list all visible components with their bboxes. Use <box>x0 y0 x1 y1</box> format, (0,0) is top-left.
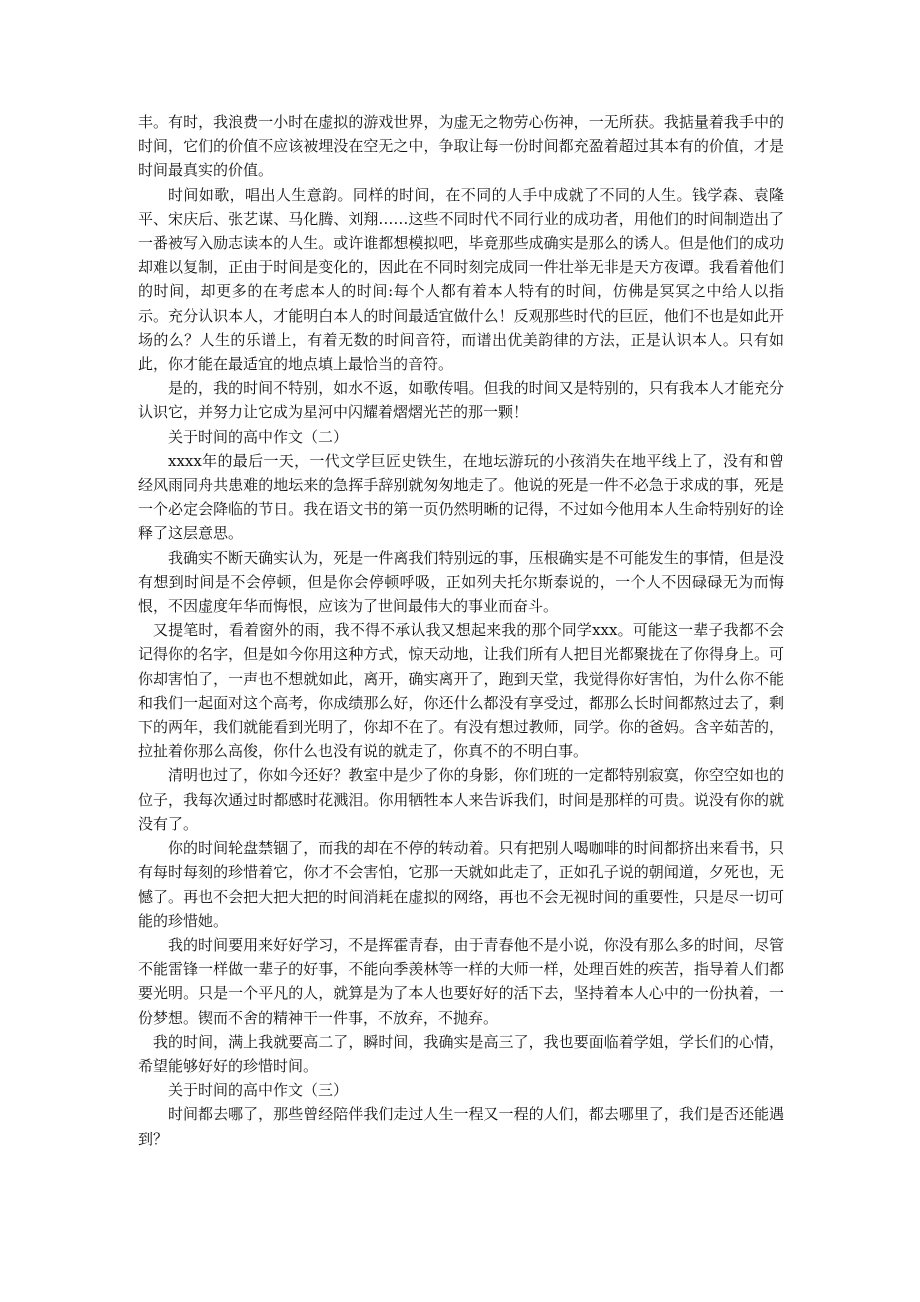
paragraph-2: 时间如歌，唱出人生意韵。同样的时间，在不同的人手中成就了不同的人生。钱学森、袁隆平、宋庆后、张艺谋、马化腾、刘翔……这些不同时代不同行业的成功者，用他们的时间制造出了一番被写入励志读本的人生。或许谁都想模拟吧，毕竟那些成确实是那么的诱人。但是他们的成功却难以复制，正由于时间是变化的，因此在不同时刻完成同一件壮举无非是天方夜谭。我看着他们的时间，却更多的在考虑本人的时间:每个人都有着本人特有的时间，仿佛是冥冥之中给人以指示。充分认识本人，才能明白本人的时间最适宜做什么！反观那些时代的巨匠，他们不也是如此开场的么？人生的乐谱上，有着无数的时间音符，而谱出优美韵律的方法，正是认识本人。只有如此，你才能在最适宜的地点填上最恰当的音符。 <box>138 185 784 374</box>
paragraph-5: 我确实不断天确实认为，死是一件离我们特别远的事，压根确实是不可能发生的事情，但是没有想到时间是不会停顿，但是你会停顿呼吸，正如列夫托尔斯泰说的，一个人不因碌碌无为而悔恨，不因虚度年华而悔恨，应该为了世间最伟大的事业而奋斗。 <box>138 548 784 616</box>
paragraph-1: 丰。有时，我浪费一小时在虚拟的游戏世界，为虚无之物劳心伤神，一无所获。我掂量着我手中的时间，它们的价值不应该被埋没在空无之中，争取让每一份时间都充盈着超过其本有的价值，才是时间最真实的价值。 <box>138 113 784 180</box>
paragraph-10: 我的时间，满上我就要高二了，瞬时间，我确实是高三了，我也要面临着学姐，学长们的心情，希望能够好好的珍惜时间。 <box>138 1032 784 1075</box>
paragraph-4: xxxx年的最后一天，一代文学巨匠史铁生，在地坛游玩的小孩消失在地平线上了，没有和曾经风雨同舟共患难的地坛来的急挥手辞别就匆匆地走了。他说的死是一件不必急于求成的事，死是一个必定会降临的节日。我在语文书的第一页仍然明晰的记得，不过如今他用本人生命特别好的诠释了这层意思。 <box>138 451 784 543</box>
section-heading-3: 关于时间的高中作文（三） <box>168 1081 349 1100</box>
paragraph-8: 你的时间轮盘禁锢了，而我的却在不停的转动着。只有把别人喝咖啡的时间都挤出来看书，只有每时每刻的珍惜着它，你才不会害怕，它那一天就如此走了，正如孔子说的朝闻道，夕死也，无憾了。再也不会把大把大把的时间消耗在虚拟的网络，再也不会无视时间的重要性，只是尽一切可能的珍惜她。 <box>138 839 784 930</box>
paragraph-11: 时间都去哪了，那些曾经陪伴我们走过人生一程又一程的人们，都去哪里了，我们是否还能遇到？ <box>138 1105 784 1148</box>
paragraph-9: 我的时间要用来好好学习，不是挥霍青春，由于青春他不是小说，你没有那么多的时间，尽管不能雷锋一样做一辈子的好事，不能向季羡林等一样的大师一样，处理百姓的疾苦，指导着人们都要光明。只是一个平凡的人，就算是为了本人也要好好的活下去，坚持着本人心中的一份执着，一份梦想。锲而不舍的精神干一件事，不放弃，不抛弃。 <box>138 935 784 1027</box>
document-page <box>138 110 784 1151</box>
paragraph-7: 清明也过了，你如今还好？教室中是少了你的身影，你们班的一定都特别寂寞，你空空如也的位子，我每次通过时都感时花溅泪。你用牺牲本人来告诉我们，时间是那样的可贵。说没有你的就没有了。 <box>138 766 784 833</box>
paragraph-6: 又提笔时，看着窗外的雨，我不得不承认我又想起来我的那个同学xxx。可能这一辈子我都不会记得你的名字，但是如今你用这种方式，惊天动地，让我们所有人把目光都聚拢在了你得身上。可你却害怕了，一声也不想就如此，离开，确实离开了，跑到天堂，我觉得你好害怕，为什么你不能和我们一起面对这个高考，你成绩那么好，你还什么都没有享受过，都那么长时间都熬过去了，剩下的两年，我们就能看到光明了，你却不在了。有没有想过教师，同学。你的爸妈。含辛茹苦的，拉扯着你那么高俊，你什么也没有说的就走了，你真不的不明白事。 <box>138 621 784 761</box>
section-heading-2: 关于时间的高中作文（二） <box>168 427 349 446</box>
paragraph-3: 是的，我的时间不特别，如水不返，如歌传唱。但我的时间又是特别的，只有我本人才能充分认识它，并努力让它成为星河中闪耀着熠熠光芒的那一颗！ <box>138 379 784 422</box>
